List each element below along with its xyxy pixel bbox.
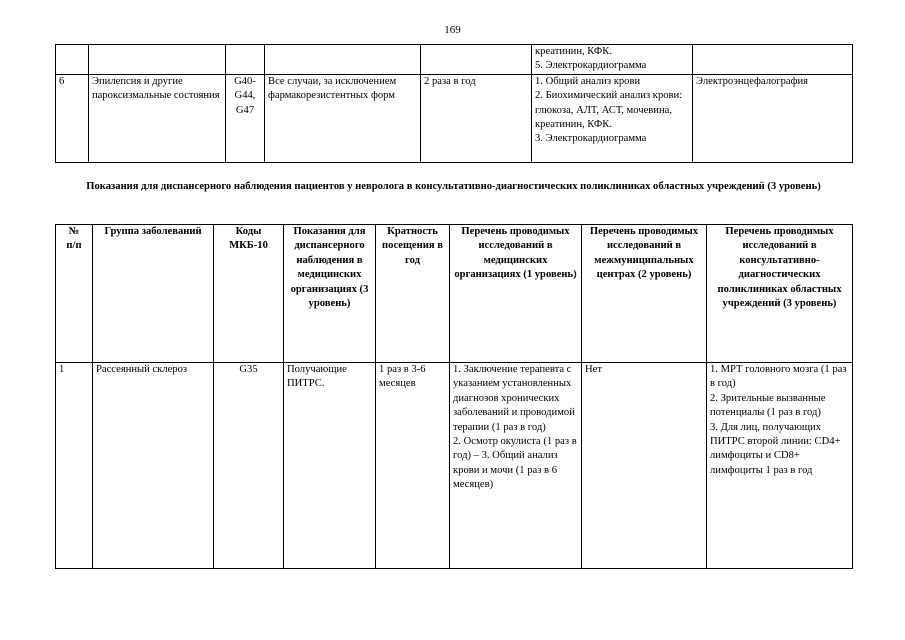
row-number-cell: 1 [56,363,93,569]
indications-cell: Все случаи, за исключением фармакорезистентных форм [265,74,421,162]
header-group: Группа заболеваний [93,225,214,363]
header-indications: Показания для диспансерного наблюдения в медицинских организациях (3 уровень) [284,225,376,363]
header-level2: Перечень проводимых исследований в межмуниципальных центрах (2 уровень) [582,225,707,363]
row-number-cell [56,45,89,75]
level1-studies-cell: 1. Заключение терапевта с указанием установленных диагнозов хронических заболеваний и проводимой терапии (1 раз в год) 2. Осмотр окулиста (1 раз в год) – 3. Общий анализ крови и мочи (1 раз в 6 месяцев) [450,363,582,569]
row-number-cell: 6 [56,74,89,162]
level3-studies-cell: 1. МРТ головного мозга (1 раз в год) 2. Зрительные вызванные потенциалы (1 раз в год) 3. Для лиц, получающих ПИТРС второй линии: CD4+ лимфоциты и CD8+ лимфоциты 1 раз в год [707,363,853,569]
section-heading: Показания для диспансерного наблюдения пациентов у невролога в консультативно-диагностических поликлиниках областных учреждений (3 уровень) [86,181,821,192]
page-number: 169 [444,24,461,36]
header-codes: Коды МКБ-10 [214,225,284,363]
group-cell: Рассеянный склероз [93,363,214,569]
studies-cell: креатинин, КФК. 5. Электрокардиограмма [532,45,693,75]
indications-cell: Получающие ПИТРС. [284,363,376,569]
frequency-cell [421,45,532,75]
extra-studies-cell: Электроэнцефалография [693,74,853,162]
header-row [56,225,853,363]
header-frequency: Кратность посещения в год [376,225,450,363]
disease-cell: Эпилепсия и другие пароксизмальные состояния [89,74,226,162]
frequency-cell: 2 раза в год [421,74,532,162]
table-row [56,45,853,75]
header-num: № п/п [56,225,93,363]
level2-studies-cell: Нет [582,363,707,569]
indications-cell [265,45,421,75]
top-table [55,44,853,163]
main-table [55,224,853,569]
header-level3: Перечень проводимых исследований в консультативно-диагностических поликлиниках областных учреждений (3 уровень) [707,225,853,363]
extra-studies-cell [693,45,853,75]
frequency-cell: 1 раз в 3-6 месяцев [376,363,450,569]
table-row [56,363,853,569]
codes-cell: G35 [214,363,284,569]
studies-cell: 1. Общий анализ крови 2. Биохимический анализ крови: глюкоза, АЛТ, АСТ, мочевина, креатинин, КФК. 3. Электрокардиограмма [532,74,693,162]
header-level1: Перечень проводимых исследований в медицинских организациях (1 уровень) [450,225,582,363]
table-row [56,74,853,162]
codes-cell [226,45,265,75]
codes-cell: G40- G44, G47 [226,74,265,162]
disease-cell [89,45,226,75]
